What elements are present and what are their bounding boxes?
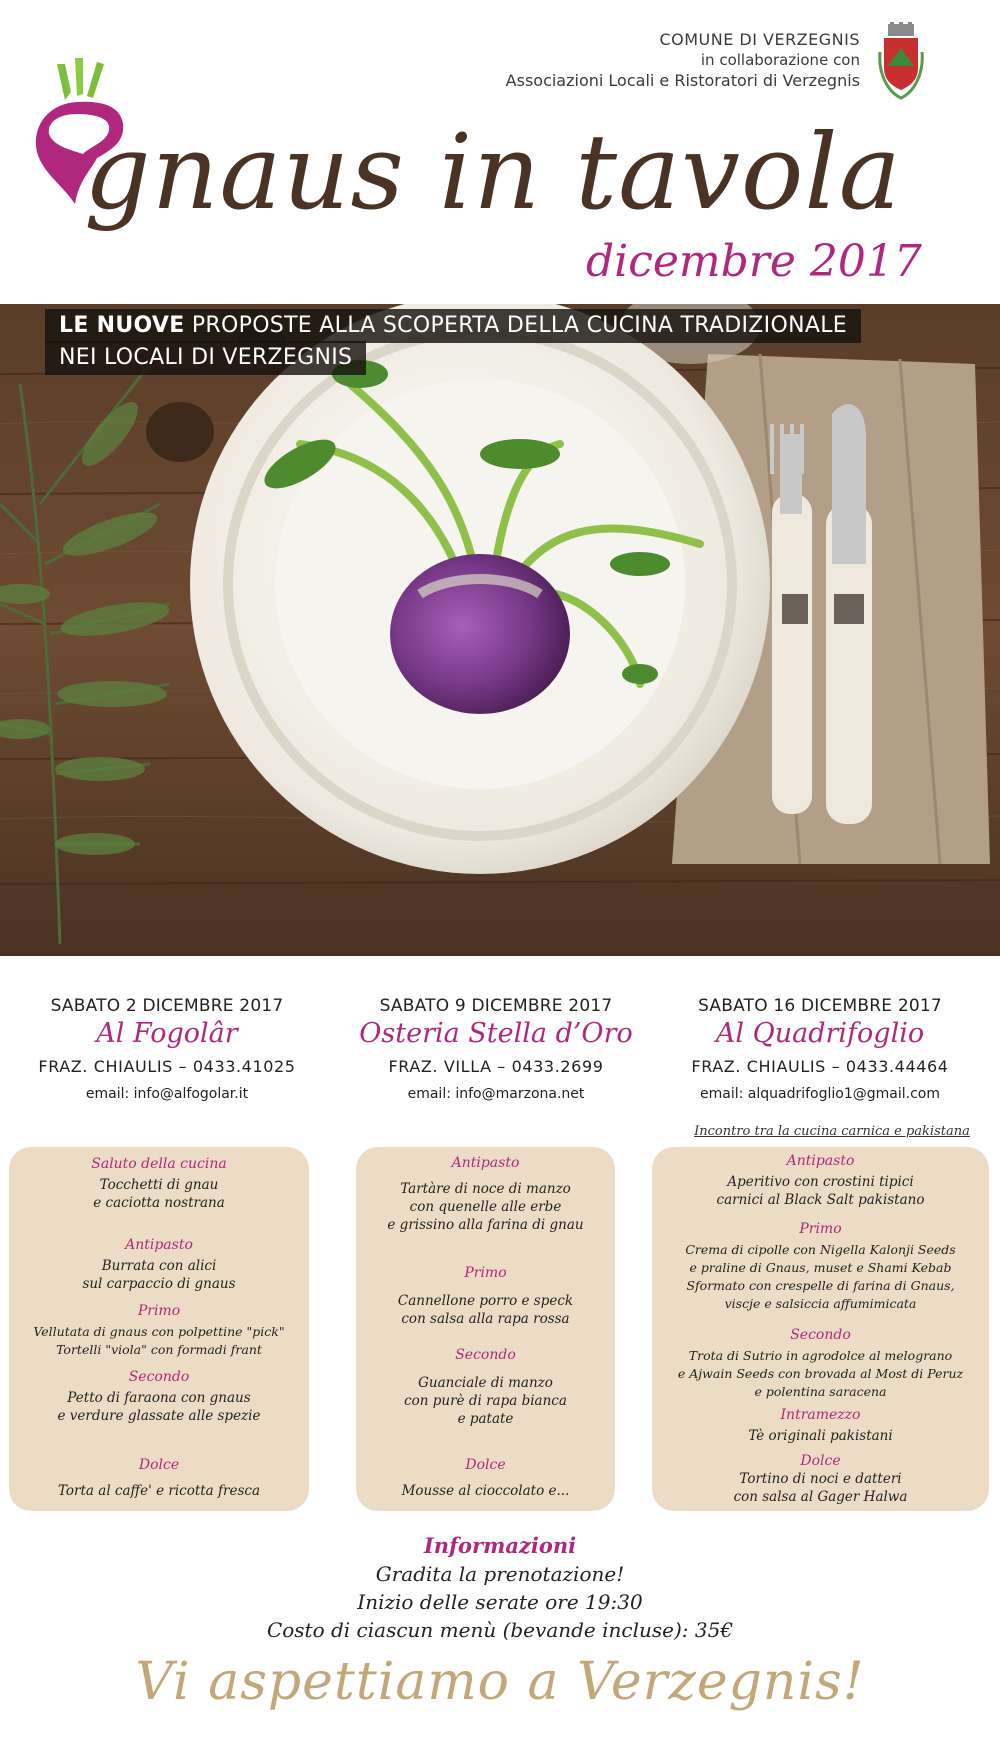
course-heading: Antipasto [125,1237,193,1253]
event-date: SABATO 16 DICEMBRE 2017 [698,996,942,1016]
course-item: Mousse al cioccolato e... [401,1483,570,1499]
course-item: e grissino alla farina di gnau [387,1217,584,1233]
course-item: sul carpaccio di gnaus [82,1276,236,1292]
course-heading: Primo [464,1265,507,1281]
venue-address-phone: FRAZ. CHIAULIS – 0433.44464 [691,1057,949,1076]
course-item: con quenelle alle erbe [409,1199,562,1215]
course-heading: Saluto della cucina [91,1156,227,1172]
event-month: dicembre 2017 [586,236,922,287]
menu-theme-note: Incontro tra la cucina carnica e pakistana [694,1124,970,1139]
course-item: Cannellone porro e speck [397,1293,574,1309]
menu-card [356,1147,615,1511]
event-date: SABATO 2 DICEMBRE 2017 [50,996,284,1016]
menu-section [652,1407,989,1445]
course-item: Torta al caffe' e ricotta fresca [57,1483,261,1499]
course-item: viscje e salsiccia affumimicata [724,1296,917,1311]
intro-emphasis: LE NUOVE [59,313,185,338]
course-item: con salsa al Gager Halwa [733,1489,908,1505]
course-heading: Secondo [128,1369,190,1385]
course-item: Petto di faraona con gnaus [67,1390,251,1406]
intro-text: PROPOSTE ALLA SCOPERTA DELLA CUCINA TRADIZIONALE [184,313,847,338]
course-heading: Secondo [455,1347,516,1363]
municipal-crest-icon [876,22,926,108]
course-item: Tortino di noci e datteri [739,1471,902,1487]
course-item: Tartàre di noce di manzo [400,1181,571,1197]
course-item: con purè di rapa bianca [404,1393,567,1409]
course-heading: Primo [137,1303,181,1319]
venue-address-phone: FRAZ. CHIAULIS – 0433.41025 [38,1057,296,1076]
menu-section [356,1347,615,1428]
course-heading: Dolce [138,1457,180,1473]
course-item: Guanciale di manzo [418,1375,553,1391]
venue-name: Osteria Stella d’Oro [359,1018,633,1049]
info-price: Costo di ciascun menù (bevande incluse): 35€ [266,1618,734,1642]
venue-name: Al Fogolâr [96,1018,238,1049]
closing-slogan: Vi aspettiamo a Verzegnis! [135,1652,865,1712]
event-column [665,996,975,1102]
menu-section [356,1457,615,1500]
info-start-time: Inizio delle serate ore 19:30 [357,1590,643,1614]
course-heading: Dolce [465,1457,506,1473]
course-heading: Primo [799,1221,842,1237]
menu-section [652,1153,989,1209]
associazioni-text: Associazioni Locali e Ristoratori di Verzegnis [505,71,860,90]
menu-section [9,1303,309,1359]
course-item: Tortelli "viola" con formadi frant [56,1342,262,1357]
event-column [12,996,322,1102]
course-heading: Secondo [790,1327,851,1343]
course-item: e verdure glassate alle spezie [57,1408,261,1424]
course-item: e polentina saracena [754,1384,887,1399]
venue-email[interactable]: email: alquadrifoglio1@gmail.com [700,1086,940,1102]
menu-card [652,1147,989,1511]
course-item: Tè originali pakistani [748,1428,893,1444]
menu-section [652,1221,989,1313]
course-item: e caciotta nostrana [93,1195,225,1211]
course-heading: Intramezzo [780,1407,861,1423]
menu-card [9,1147,309,1511]
event-date: SABATO 9 DICEMBRE 2017 [379,996,613,1016]
event-column [341,996,651,1102]
course-heading: Dolce [800,1453,841,1469]
menu-section [9,1237,309,1293]
course-item: Trota di Sutrio in agrodolce al melograno [688,1348,953,1363]
menu-section [652,1327,989,1401]
course-item: Aperitivo con crostini tipici [727,1174,914,1190]
info-heading: Informazioni [423,1533,577,1558]
page-title: gnaus in tavola [84,111,902,233]
course-heading: Antipasto [451,1155,520,1171]
menu-section [9,1156,309,1212]
course-item: Burrata con alici [101,1258,217,1274]
info-block [0,1533,1000,1642]
hero-photo [0,304,1000,956]
menu-section [9,1457,309,1500]
venue-address-phone: FRAZ. VILLA – 0433.2699 [388,1057,604,1076]
menu-section [9,1369,309,1425]
course-item: Sformato con crespelle di farina di Gnaus, [686,1278,955,1293]
venue-name: Al Quadrifoglio [715,1018,925,1049]
intro-banner-line2: NEI LOCALI DI VERZEGNIS [45,341,366,375]
course-item: Crema di cipolle con Nigella Kalonji Seeds [685,1242,956,1257]
venue-email[interactable]: email: info@alfogolar.it [85,1086,249,1102]
course-heading: Antipasto [786,1153,855,1169]
info-booking: Gradita la prenotazione! [375,1562,625,1586]
collab-text: in collaborazione con [700,51,860,69]
comune-name: COMUNE DI VERZEGNIS [659,30,860,49]
course-item: e praline di Gnaus, muset e Shami Kebab [689,1260,952,1275]
intro-banner-line1 [45,309,861,343]
organizer-block [506,30,860,90]
menu-section [356,1265,615,1328]
course-item: Tocchetti di gnau [99,1177,219,1193]
course-item: e patate [457,1411,514,1427]
menu-section [356,1155,615,1234]
menu-section [652,1453,989,1506]
venue-email[interactable]: email: info@marzona.net [407,1086,585,1102]
course-item: carnici al Black Salt pakistano [716,1192,925,1208]
course-item: e Ajwain Seeds con brovada al Most di Peruz [677,1366,964,1381]
course-item: Vellutata di gnaus con polpettine "pick" [33,1324,285,1339]
course-item: con salsa alla rapa rossa [401,1311,570,1327]
